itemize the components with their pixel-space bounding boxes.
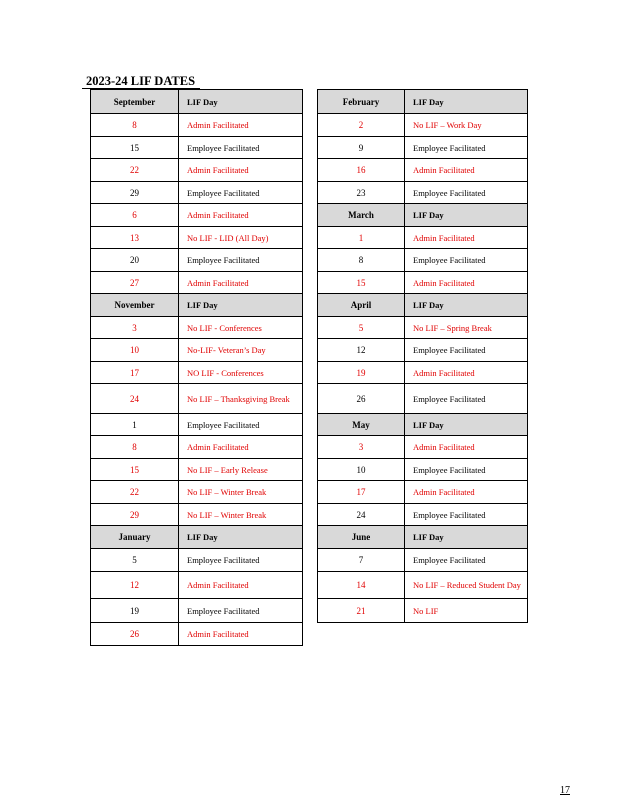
month-header-row [318, 526, 528, 549]
lif-type-cell: Employee Facilitated [179, 249, 303, 272]
table-row [318, 362, 528, 384]
date-cell: 19 [318, 362, 405, 384]
month-header-row [318, 90, 528, 114]
lif-type-cell: Employee Facilitated [179, 182, 303, 204]
lif-type-cell: No LIF – Winter Break [179, 481, 303, 504]
lif-type-cell: No LIF - LID (All Day) [179, 227, 303, 249]
lif-type-cell: Admin Facilitated [179, 159, 303, 182]
date-cell: 12 [318, 339, 405, 362]
table-row [318, 481, 528, 504]
date-cell: 22 [91, 159, 179, 182]
lif-type-cell: Employee Facilitated [405, 504, 528, 526]
table-row [318, 504, 528, 526]
table-row [318, 339, 528, 362]
month-name: May [318, 414, 405, 436]
date-cell: 17 [318, 481, 405, 504]
month-name: September [91, 90, 179, 114]
date-cell: 15 [91, 137, 179, 159]
lif-dates-table-left [90, 89, 303, 646]
table-row [91, 249, 303, 272]
lif-type-cell: No LIF [405, 599, 528, 623]
lif-type-cell: Admin Facilitated [179, 436, 303, 459]
lif-type-cell: No LIF - Conferences [179, 317, 303, 339]
lif-type-cell: Employee Facilitated [405, 182, 528, 204]
lif-type-cell: Admin Facilitated [405, 481, 528, 504]
date-cell: 2 [318, 114, 405, 137]
table-row [318, 249, 528, 272]
date-cell: 1 [318, 227, 405, 249]
table-row [318, 572, 528, 599]
lif-type-cell: Admin Facilitated [179, 572, 303, 599]
date-cell: 26 [91, 623, 179, 646]
date-cell: 29 [91, 504, 179, 526]
date-cell: 1 [91, 414, 179, 436]
column-header: LIF Day [179, 90, 303, 114]
table-row [318, 599, 528, 623]
lif-type-cell: No LIF – Winter Break [179, 504, 303, 526]
date-cell: 9 [318, 137, 405, 159]
month-header-row [318, 204, 528, 227]
table-row [91, 549, 303, 572]
page-title: 2023-24 LIF DATES [82, 74, 200, 89]
column-header: LIF Day [405, 294, 528, 317]
date-cell: 20 [91, 249, 179, 272]
lif-type-cell: Admin Facilitated [405, 227, 528, 249]
lif-type-cell: Employee Facilitated [405, 384, 528, 414]
table-row [91, 436, 303, 459]
date-cell: 10 [318, 459, 405, 481]
date-cell: 5 [318, 317, 405, 339]
lif-type-cell: Admin Facilitated [405, 362, 528, 384]
table-row [91, 459, 303, 481]
month-name: November [91, 294, 179, 317]
table-row [91, 317, 303, 339]
table-row [91, 572, 303, 599]
date-cell: 8 [91, 114, 179, 137]
date-cell: 22 [91, 481, 179, 504]
date-cell: 29 [91, 182, 179, 204]
lif-type-cell: Employee Facilitated [405, 137, 528, 159]
table-row [318, 272, 528, 294]
table-row [91, 182, 303, 204]
date-cell: 12 [91, 572, 179, 599]
date-cell: 10 [91, 339, 179, 362]
table-row [91, 481, 303, 504]
date-cell: 14 [318, 572, 405, 599]
table-row [91, 384, 303, 414]
date-cell: 15 [91, 459, 179, 481]
table-row [91, 362, 303, 384]
lif-type-cell: Employee Facilitated [405, 249, 528, 272]
month-name: June [318, 526, 405, 549]
lif-type-cell: Employee Facilitated [179, 137, 303, 159]
table-row [91, 114, 303, 137]
lif-type-cell: No LIF – Reduced Student Day [405, 572, 528, 599]
month-header-row [318, 294, 528, 317]
lif-type-cell: Employee Facilitated [179, 549, 303, 572]
table-row [318, 137, 528, 159]
month-name: January [91, 526, 179, 549]
table-row [91, 204, 303, 227]
table-row [318, 114, 528, 137]
date-cell: 21 [318, 599, 405, 623]
date-cell: 19 [91, 599, 179, 623]
column-header: LIF Day [405, 414, 528, 436]
table-row [91, 339, 303, 362]
lif-type-cell: No LIF – Spring Break [405, 317, 528, 339]
month-name: March [318, 204, 405, 227]
page-number: 17 [560, 785, 570, 796]
lif-type-cell: Employee Facilitated [179, 414, 303, 436]
lif-type-cell: Employee Facilitated [179, 599, 303, 623]
date-cell: 26 [318, 384, 405, 414]
lif-type-cell: No LIF – Work Day [405, 114, 528, 137]
table-row [91, 227, 303, 249]
table-row [91, 272, 303, 294]
lif-type-cell: Employee Facilitated [405, 549, 528, 572]
lif-type-cell: Admin Facilitated [405, 436, 528, 459]
lif-dates-table-right [317, 89, 528, 623]
table-row [91, 414, 303, 436]
table-row [91, 137, 303, 159]
date-cell: 8 [91, 436, 179, 459]
month-header-row [91, 526, 303, 549]
date-cell: 5 [91, 549, 179, 572]
lif-type-cell: Admin Facilitated [179, 272, 303, 294]
column-header: LIF Day [405, 526, 528, 549]
date-cell: 3 [318, 436, 405, 459]
lif-type-cell: No LIF – Thanksgiving Break [179, 384, 303, 414]
lif-type-cell: Admin Facilitated [405, 159, 528, 182]
lif-type-cell: Employee Facilitated [405, 459, 528, 481]
table-row [318, 436, 528, 459]
date-cell: 17 [91, 362, 179, 384]
lif-type-cell: Employee Facilitated [405, 339, 528, 362]
lif-type-cell: NO LIF - Conferences [179, 362, 303, 384]
date-cell: 24 [318, 504, 405, 526]
lif-type-cell: Admin Facilitated [179, 623, 303, 646]
date-cell: 24 [91, 384, 179, 414]
date-cell: 8 [318, 249, 405, 272]
lif-type-cell: Admin Facilitated [179, 204, 303, 227]
lif-type-cell: No-LIF- Veteran’s Day [179, 339, 303, 362]
table-row [318, 384, 528, 414]
column-header: LIF Day [405, 90, 528, 114]
lif-type-cell: Admin Facilitated [179, 114, 303, 137]
lif-type-cell: Admin Facilitated [405, 272, 528, 294]
month-header-row [91, 90, 303, 114]
date-cell: 16 [318, 159, 405, 182]
date-cell: 27 [91, 272, 179, 294]
table-row [318, 159, 528, 182]
table-row [318, 317, 528, 339]
table-row [91, 623, 303, 646]
table-row [91, 159, 303, 182]
date-cell: 13 [91, 227, 179, 249]
table-row [318, 182, 528, 204]
column-header: LIF Day [405, 204, 528, 227]
date-cell: 7 [318, 549, 405, 572]
lif-type-cell: No LIF – Early Release [179, 459, 303, 481]
column-header: LIF Day [179, 526, 303, 549]
table-row [318, 227, 528, 249]
month-name: April [318, 294, 405, 317]
month-name: February [318, 90, 405, 114]
date-cell: 6 [91, 204, 179, 227]
table-row [318, 549, 528, 572]
column-header: LIF Day [179, 294, 303, 317]
table-row [318, 459, 528, 481]
month-header-row [91, 294, 303, 317]
date-cell: 23 [318, 182, 405, 204]
table-row [91, 504, 303, 526]
month-header-row [318, 414, 528, 436]
date-cell: 3 [91, 317, 179, 339]
date-cell: 15 [318, 272, 405, 294]
table-row [91, 599, 303, 623]
